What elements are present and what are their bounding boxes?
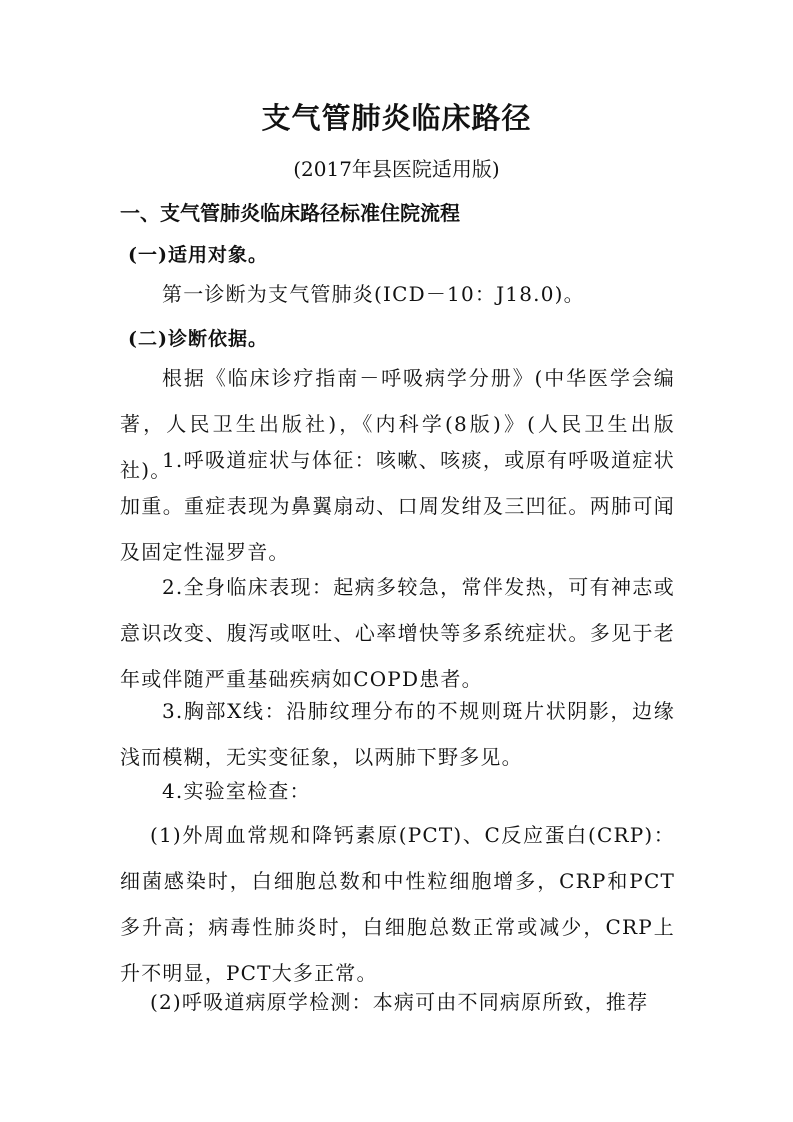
document-subtitle: (2017年县医院适用版) (293, 157, 500, 181)
paragraph-item-4-1: (1)外周血常规和降钙素原(PCT)、C反应蛋白(CRP)：细菌感染时，白细胞总数和中性粒细胞增多，CRP和PCT多升高；病毒性肺炎时，白细胞总数正常或减少，CRP上升不明显，PCT大多正常。 (120, 823, 675, 985)
paragraph-basis: 根据《临床诊疗指南－呼吸病学分册》(中华医学会编著，人民卫生出版社)，《内科学(8版)》(人民卫生出版社)。 (120, 366, 675, 482)
subsection-heading-diagnosis: (二)诊断依据。 (128, 328, 268, 350)
paragraph-item-1: 1.呼吸道症状与体征：咳嗽、咳痰，或原有呼吸道症状加重。重症表现为鼻翼扇动、口周发绀及三凹征。两肺可闻及固定性湿罗音。 (120, 448, 675, 564)
paragraph-item-3: 3.胸部X线：沿肺纹理分布的不规则斑片状阴影，边缘浅而模糊，无实变征象，以两肺下野多见。 (120, 699, 675, 769)
document-title: 支气管肺炎临床路径 (261, 101, 532, 135)
paragraph-item-4: 4.实验室检查： (162, 779, 311, 803)
paragraph-applicable: 第一诊断为支气管肺炎(ICD－10：J18.0)。 (162, 282, 585, 306)
paragraph-item-4-2: (2)呼吸道病原学检测：本病可由不同病原所致，推荐 (150, 990, 649, 1014)
subsection-heading-applicable: (一)适用对象。 (128, 244, 268, 266)
paragraph-item-2: 2.全身临床表现：起病多较急，常伴发热，可有神志或意识改变、腹泻或呕吐、心率增快等多系统症状。多见于老年或伴随严重基础疾病如COPD患者。 (120, 575, 675, 691)
section-heading-1: 一、支气管肺炎临床路径标准住院流程 (120, 201, 460, 225)
